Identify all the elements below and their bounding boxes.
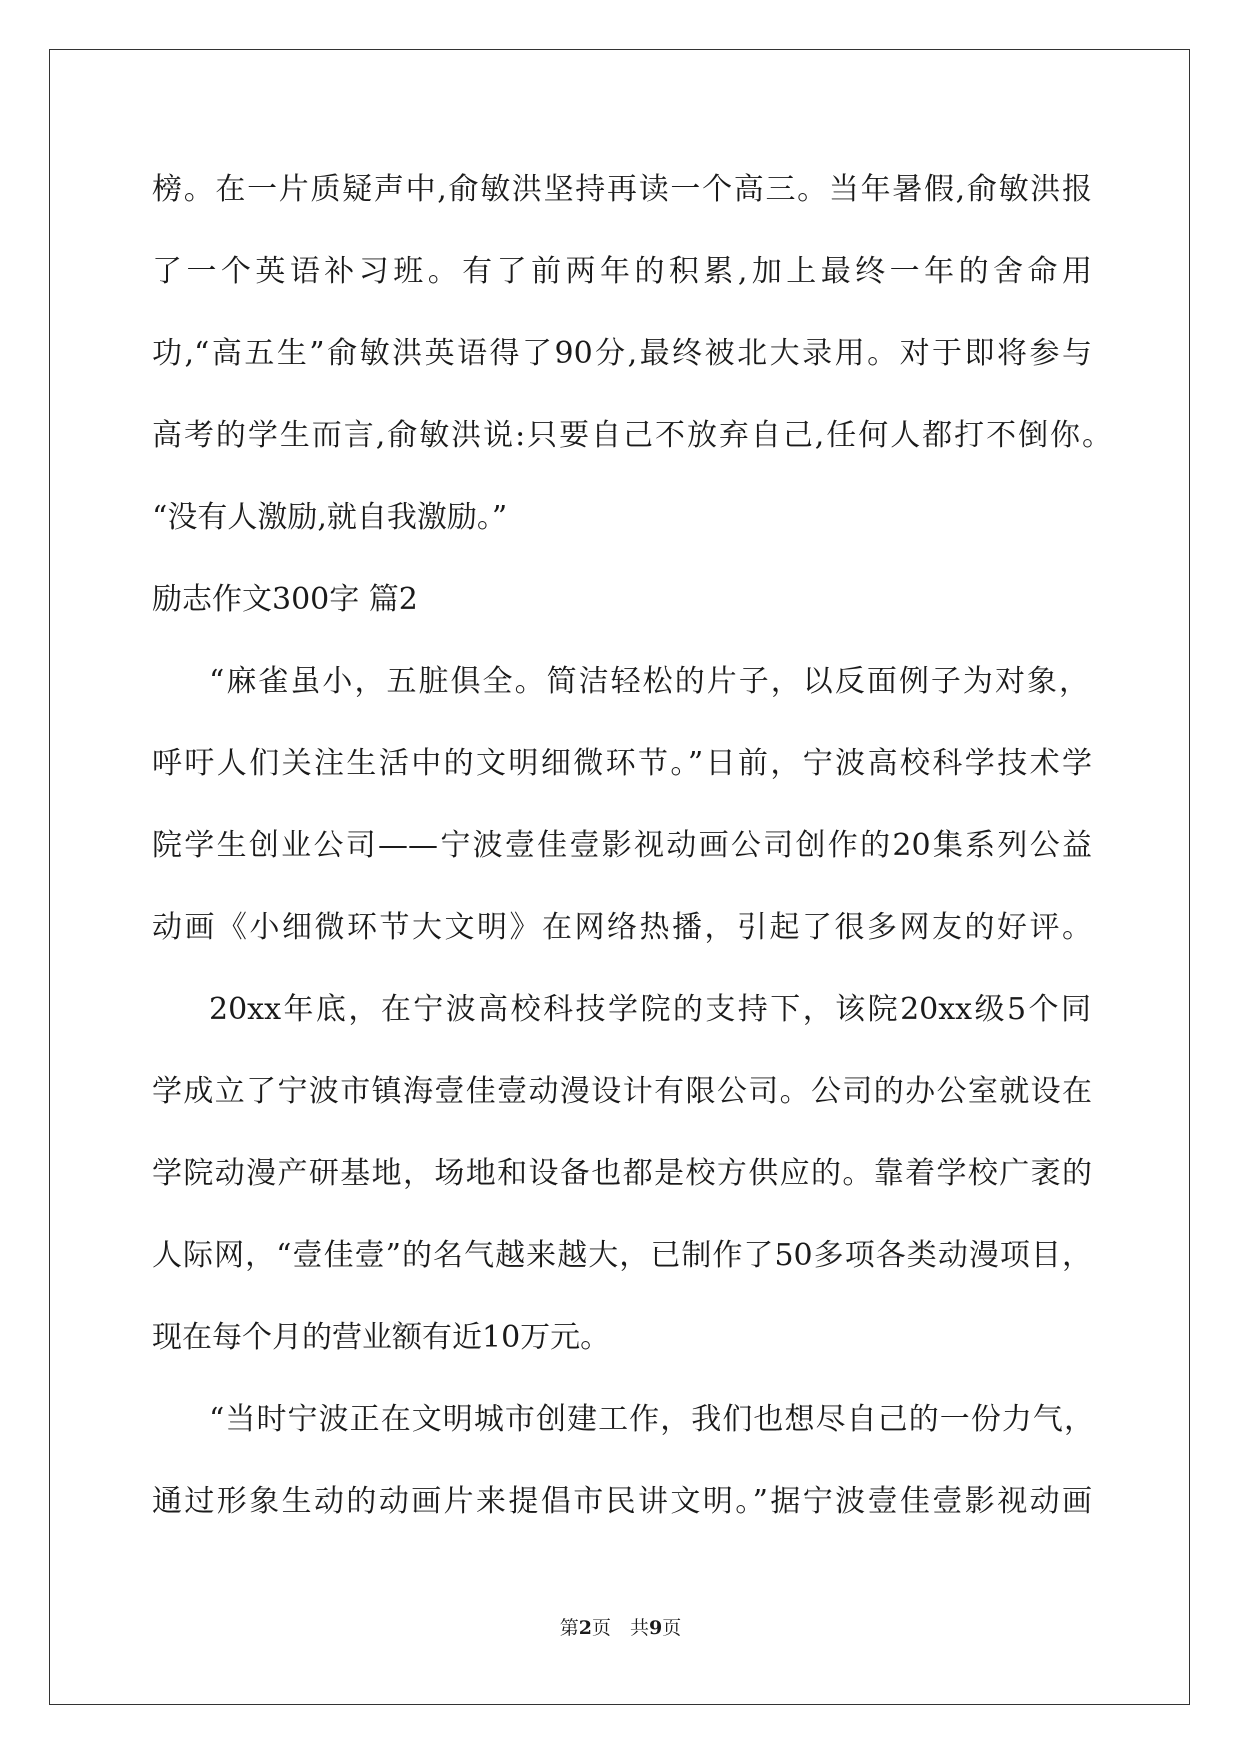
body-line-1: 榜。在一片质疑声中,俞敏洪坚持再读一个高三。当年暑假,俞敏洪报	[152, 172, 1092, 207]
body-line-10: 20xx年底，在宁波高校科技学院的支持下，该院20xx级5个同	[209, 992, 1091, 1027]
current-page-number: 2	[578, 1617, 592, 1639]
body-line-15: “当时宁波正在文明城市创建工作，我们也想尽自己的一份力气，	[209, 1402, 1094, 1437]
page-mid: 页 共	[591, 1617, 649, 1639]
section-heading: 励志作文300字 篇2	[152, 582, 418, 617]
body-line-4: 高考的学生而言,俞敏洪说:只要自己不放弃自己,任何人都打不倒你。	[152, 418, 1112, 453]
page-suffix: 页	[662, 1617, 682, 1639]
body-line-11: 学成立了宁波市镇海壹佳壹动漫设计有限公司。公司的办公室就设在	[152, 1074, 1092, 1109]
body-line-8: 院学生创业公司——宁波壹佳壹影视动画公司创作的20集系列公益	[152, 828, 1092, 863]
body-line-13: 人际网，“壹佳壹”的名气越来越大，已制作了50多项各类动漫项目，	[152, 1238, 1092, 1273]
body-line-16: 通过形象生动的动画片来提倡市民讲文明。”据宁波壹佳壹影视动画	[152, 1484, 1092, 1519]
total-page-number: 9	[649, 1617, 663, 1639]
body-line-6: “麻雀虽小，五脏俱全。简洁轻松的片子，以反面例子为对象，	[209, 664, 1089, 699]
page-prefix: 第	[559, 1617, 579, 1639]
body-line-7: 呼吁人们关注生活中的文明细微环节。”日前，宁波高校科学技术学	[152, 746, 1092, 781]
body-line-3: 功,“高五生”俞敏洪英语得了90分,最终被北大录用。对于即将参与	[152, 336, 1092, 371]
body-line-9: 动画《小细微环节大文明》在网络热播，引起了很多网友的好评。	[152, 910, 1092, 945]
body-line-2: 了一个英语补习班。有了前两年的积累,加上最终一年的舍命用	[152, 254, 1092, 289]
page-number-footer	[0, 1616, 1241, 1640]
body-line-5: “没有人激励,就自我激励。”	[152, 500, 508, 535]
body-line-14: 现在每个月的营业额有近10万元。	[152, 1320, 611, 1355]
body-line-12: 学院动漫产研基地，场地和设备也都是校方供应的。靠着学校广袤的	[152, 1156, 1092, 1191]
page-border	[49, 49, 1190, 1705]
